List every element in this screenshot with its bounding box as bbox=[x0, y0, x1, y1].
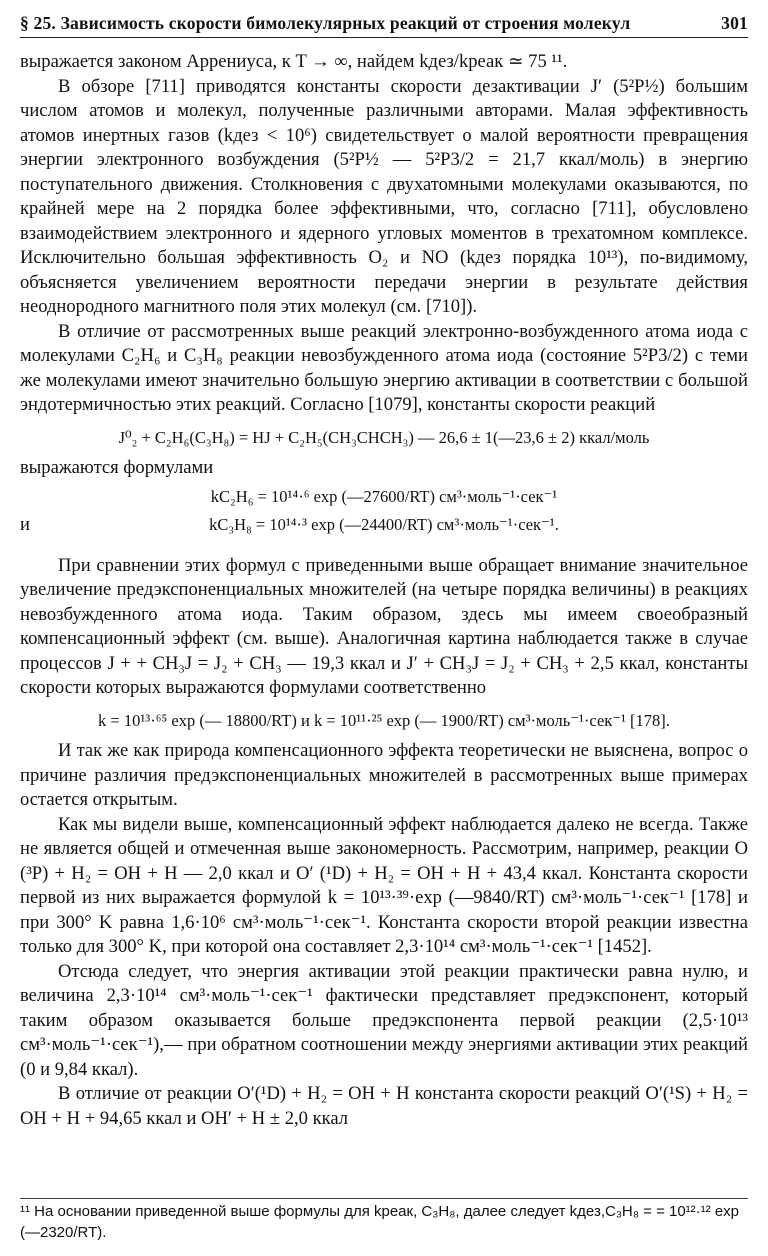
equation-k-propane: kC₃H₈ = 10¹⁴·³ exp (—24400/RT) см³·моль⁻¹·сек⁻¹. bbox=[209, 515, 559, 534]
running-header bbox=[20, 8, 748, 38]
equation-k-ethane: kC₂H₆ = 10¹⁴·⁶ exp (—27600/RT) см³·моль⁻¹·сек⁻¹ bbox=[210, 486, 558, 506]
equation-methyl-iodide: k = 10¹³·⁶⁵ exp (— 18800/RT) и k = 10¹¹·²⁵ exp (— 1900/RT) см³·моль⁻¹·сек⁻¹ [178]. bbox=[98, 710, 670, 730]
footnote-11 bbox=[20, 1198, 748, 1243]
paragraph-8: Отсюда следует, что энергия активации этой реакции практически равна нулю, и величина 2,3·10¹⁴ см³·моль⁻¹·сек⁻¹ фактически представляет предэкспонент, который таким образом оказывается больше предэкспонента первой реакции (2,5·10¹³ см³·моль⁻¹·сек⁻¹),— при обратном соотношении между энергиями активации этих реакций (0 и 9,84 ккал). bbox=[20, 960, 748, 1080]
paragraph-4: выражаются формулами bbox=[20, 457, 214, 478]
paragraph-2: В обзоре [711] приводятся константы скорости дезактивации J′ (5²P½) большим числом атомов и молекул, полученные различными авторами. Малая эффективность атомов инертных газов (kдез < 10⁶) свидетельствует о малой вероятности превращения энергии электронного возбуждения (5²P½ — 5²P3/2 = 21,7 ккал/моль) в энергию поступательного движения. Столкновения с двухатомными молекулами оказываются, по крайней мере на 2 порядка более эффективными, что, согласно [711], обусловлено взаимодействием электронного и ядерного угловых моментов в трехатомном комплексе. Исключительно большая эффективность O₂ и NO (kдез порядка 10¹³), по-видимому, объясняется увеличением вероятности передачи энергии в результате действия неоднородного магнитного поля этих молекул (см. [710]). bbox=[20, 75, 749, 317]
footnote-text: ¹¹ На основании приведенной выше формулы для kреак, C₃H₈, далее следует kдез,C₃H₈ = = 10¹²·¹² exp (—2320/RT). bbox=[20, 1203, 740, 1241]
paragraph-3: В отличие от рассмотренных выше реакций электронно-возбужденного атома иода с молекулами C₂H₆ и C₃H₈ реакции невозбужденного атома иода (состояние 5²P3/2) с теми же молекулами имеют значительно большую энергию активации в соответствии с большой эндотермичностью этих реакций. Согласно [1079], константы скорости реакций bbox=[20, 320, 748, 415]
paragraph-6: И так же как природа компенсационного эффекта теоретически не выяснена, вопрос о причине различия предэкспоненциальных множителей в рассмотренных выше примерах остается открытым. bbox=[20, 740, 748, 810]
paragraph-1: выражается законом Аррениуса, к T → ∞, найдем kдез/kреак ≃ 75 ¹¹. bbox=[20, 51, 568, 72]
equation-row-ethane bbox=[20, 485, 748, 510]
paragraph-7: Как мы видели выше, компенсационный эффект наблюдается далеко не всегда. Также не является общей и отмеченная выше закономерность. Рассмотрим, например, реакции O (³P) + H₂ = OH + H — 2,0 ккал и O′ (¹D) + H₂ = OH + H + 43,4 ккал. Константа скорости первой из них выражается формулой k = 10¹³·³⁹·exp (—9840/RT) см³·моль⁻¹·сек⁻¹ [178] и при 300° K равна 1,6·10⁶ см³·моль⁻¹·сек⁻¹. Константа скорости второй реакции известна только для 300° K, при которой она составляет 2,3·10¹⁴ см³·моль⁻¹·сек⁻¹ [1452]. bbox=[20, 813, 748, 957]
equation-iodine-reaction: J⁰₂ + C₂H₆(C₃H₈) = HJ + C₂H₅(CH₃CHCH₃) — 26,6 ± 1(—23,6 ± 2) ккал/моль bbox=[118, 427, 650, 447]
equation-row-propane bbox=[20, 513, 748, 538]
paragraph-9: В отличие от реакции O′(¹D) + H₂ = OH + H константа скорости реакций O′(¹S) + H₂ = OH + H + 94,65 ккал и OH′ + H ± 2,0 ккал bbox=[20, 1083, 748, 1129]
header-title: § 25. Зависимость скорости бимолекулярных реакций от строения молекул bbox=[20, 13, 631, 33]
main-text bbox=[20, 50, 748, 1131]
conjunction-and: и bbox=[20, 514, 30, 535]
page-number: 301 bbox=[721, 13, 748, 33]
paragraph-5: При сравнении этих формул с приведенными выше обращает внимание значительное увеличение предэкспоненциальных множителей (на четыре порядка величины) в реакциях невозбужденного атома иода. Таким образом, здесь мы имеем своеобразный компенсационный эффект (см. выше). Аналогичная картина наблюдается также в случае процессов J + + CH₃J = J₂ + CH₃ — 19,3 ккал и J′ + CH₃J = J₂ + CH₃ + 2,5 ккал, константы скорости которых выражаются формулами соответственно bbox=[20, 554, 748, 698]
